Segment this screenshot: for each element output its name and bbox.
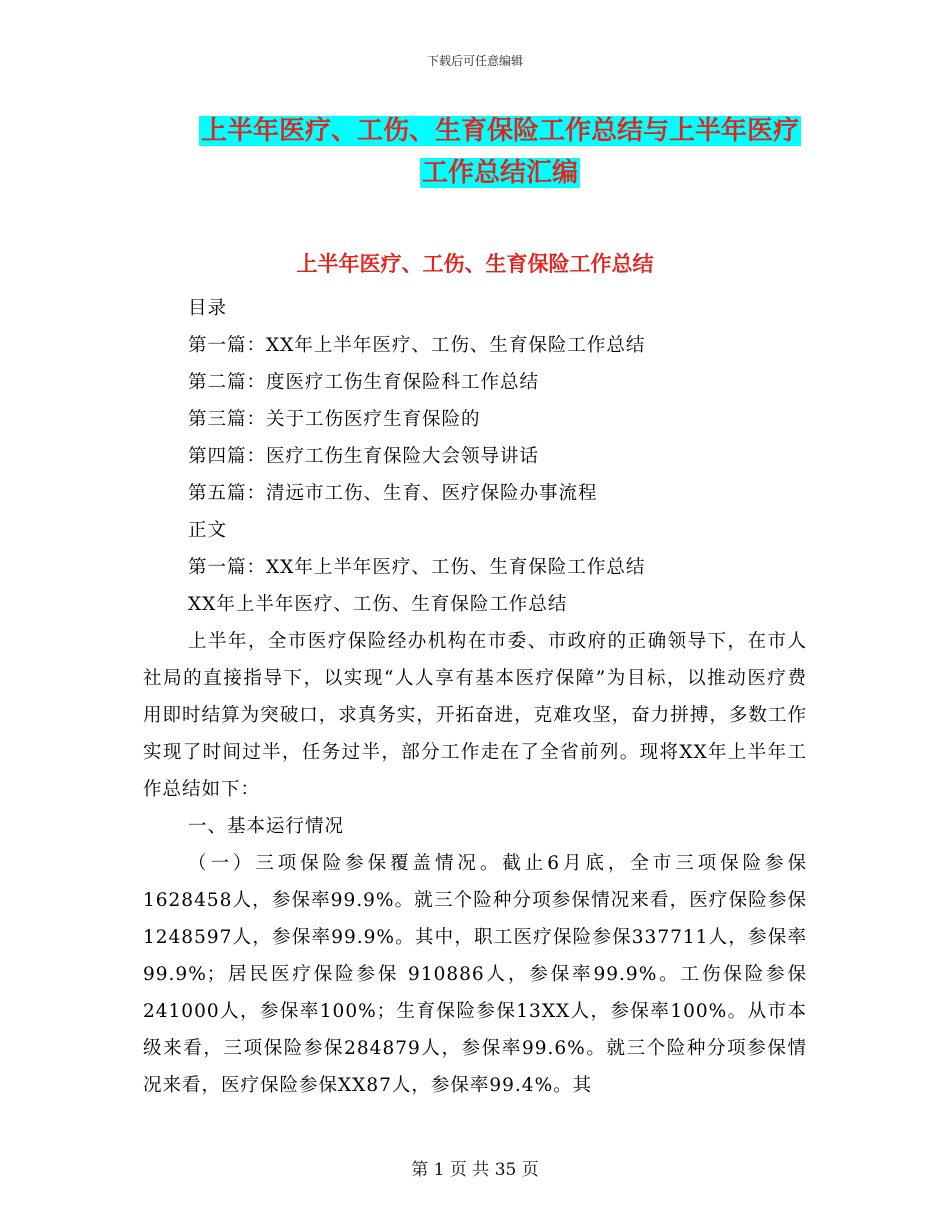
- document-title: [190, 110, 810, 194]
- page-number: 第 1 页 共 35 页: [411, 1160, 539, 1180]
- header-note: 下载后可任意编辑: [426, 54, 523, 68]
- toc-item: 第四篇：医疗工伤生育保险大会领导讲话: [188, 446, 540, 467]
- paragraph: 上半年，全市医疗保险经办机构在市委、市政府的正确领导下，在市人社局的直接指导下，以实现“人人享有基本医疗保障”为目标，以推动医疗费用即时结算为突破口，求真务实，开拓奋进，克难攻坚，奋力拼搏，多数工作实现了时间过半，任务过半，部分工作走在了全省前列。现将XX年上半年工作总结如下：: [143, 631, 807, 800]
- part-heading: 第一篇：XX年上半年医疗、工伤、生育保险工作总结: [188, 557, 646, 578]
- part-title: XX年上半年医疗、工伤、生育保险工作总结: [188, 594, 568, 615]
- toc-heading: 目录: [188, 298, 228, 319]
- section-heading: 一、基本运行情况: [188, 816, 345, 837]
- toc-item: 第二篇：度医疗工伤生育保险科工作总结: [188, 372, 540, 393]
- toc-item: 第三篇：关于工伤医疗生育保险的: [188, 409, 481, 430]
- body-label: 正文: [188, 520, 228, 541]
- document-body: [143, 290, 807, 1104]
- toc-item: 第一篇：XX年上半年医疗、工伤、生育保险工作总结: [188, 335, 646, 356]
- document-title-line-1: 上半年医疗、工伤、生育保险工作总结与上半年医疗: [200, 116, 799, 146]
- section-title: 上半年医疗、工伤、生育保险工作总结: [296, 252, 654, 276]
- paragraph: （一）三项保险参保覆盖情况。截止6月底，全市三项保险参保1628458人，参保率99.9%。就三个险种分项参保情况来看，医疗保险参保1248597人，参保率99.9%。其中，职工医疗保险参保337711人，参保率99.9%；居民医疗保险参保 910886人，参保率99.9%。工伤保险参保241000人，参保率100%；生育保险参保13XX人，参保率100%。从市本级来看，三项保险参保284879人，参保率99.6%。就三个险种分项参保情况来看，医疗保险参保XX87人，参保率99.4%。其: [143, 853, 807, 1096]
- toc-item: 第五篇：清远市工伤、生育、医疗保险办事流程: [188, 483, 598, 504]
- document-title-line-2: 工作总结汇编: [421, 158, 578, 188]
